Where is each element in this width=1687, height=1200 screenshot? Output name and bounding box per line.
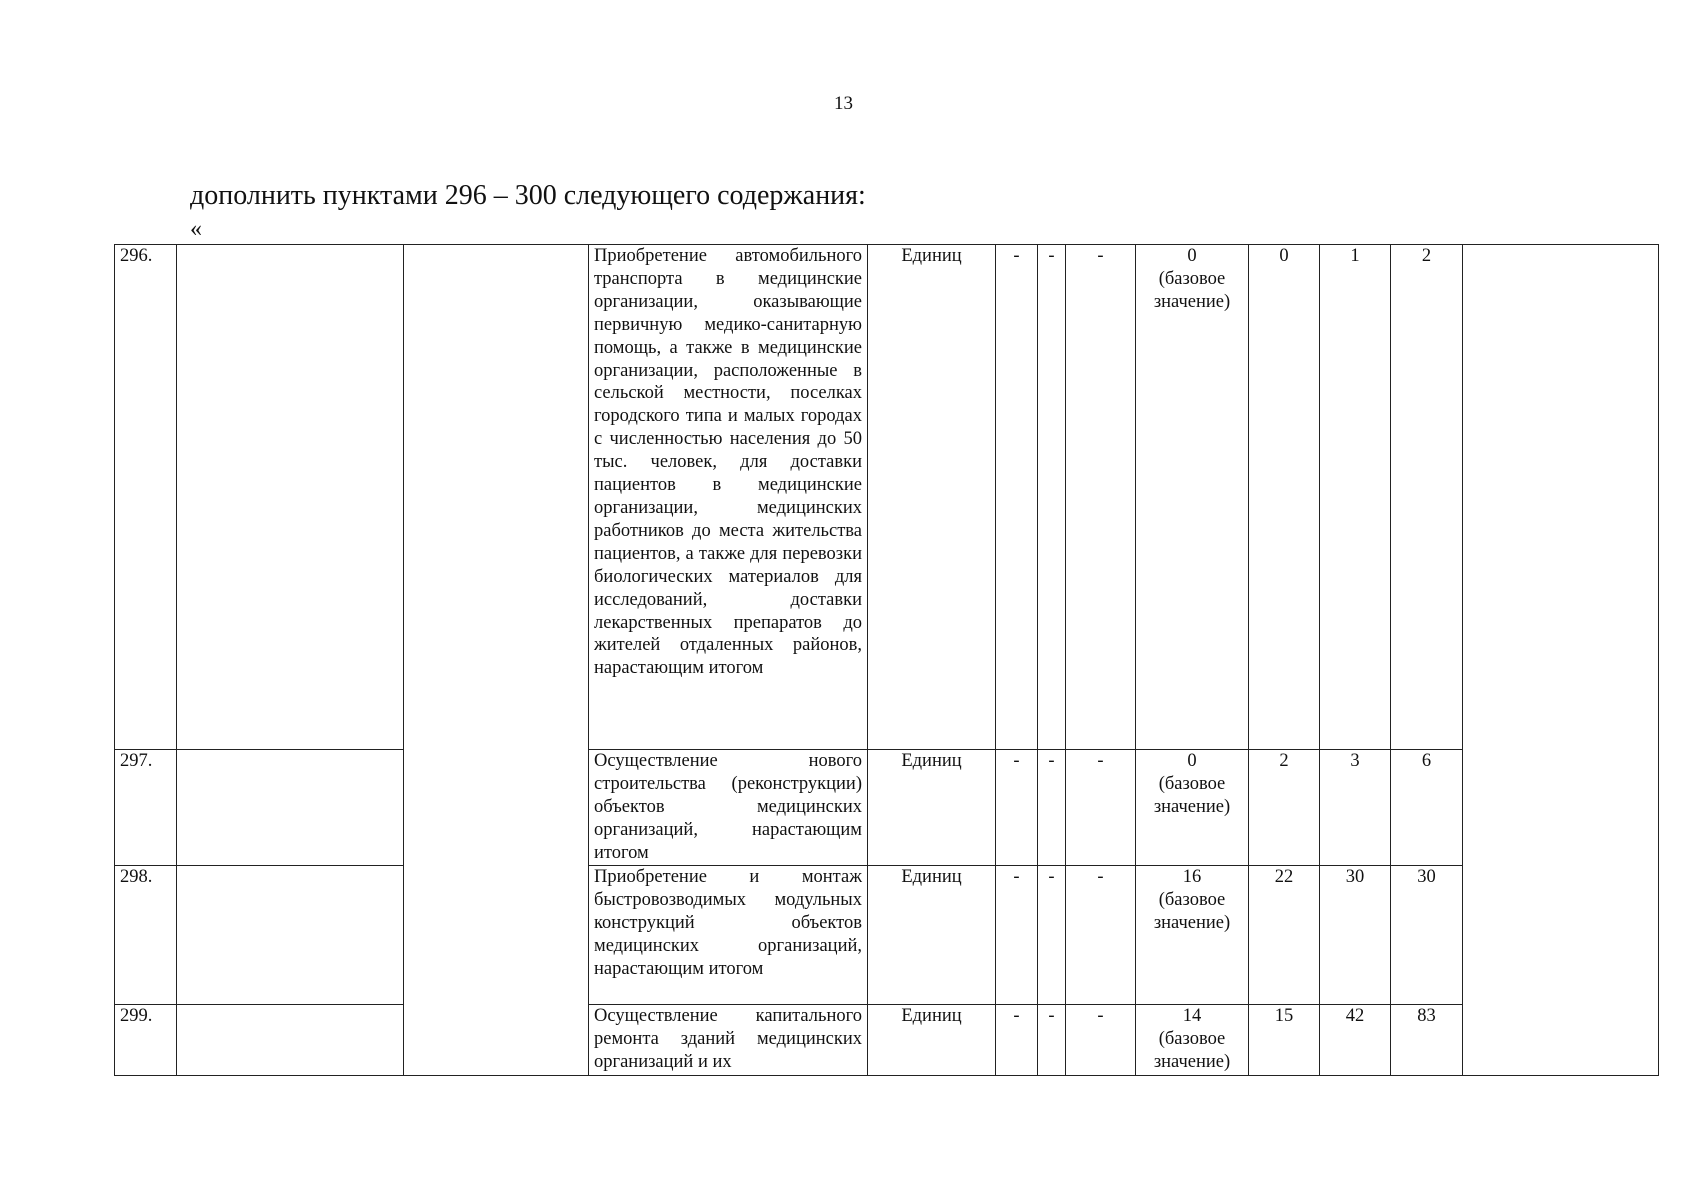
row-value: 1 — [1320, 245, 1391, 750]
row-unit: Единиц — [868, 1005, 996, 1076]
row-dash: - — [1066, 750, 1136, 866]
row-base-value — [1136, 1005, 1249, 1076]
base-value-label: (базовое — [1158, 773, 1226, 794]
base-value-number: 0 — [1187, 751, 1197, 771]
row-unit: Единиц — [868, 750, 996, 866]
indicators-table — [114, 244, 1659, 1076]
row-dash: - — [1066, 866, 1136, 1005]
row-value: 2 — [1249, 750, 1320, 866]
base-value-number: 16 — [1182, 867, 1202, 887]
row-number: 297. — [115, 750, 177, 866]
row-dash: - — [1038, 866, 1066, 1005]
base-value-label: (базовое — [1158, 268, 1226, 289]
row-number: 296. — [115, 245, 177, 750]
table-row — [115, 750, 1659, 866]
merged-empty-cell — [1463, 245, 1659, 1076]
row-dash: - — [1038, 245, 1066, 750]
row-base-value — [1136, 750, 1249, 866]
row-description: Осуществление капитального ремонта зданий медицинских организаций и их — [589, 1005, 868, 1076]
row-value: 30 — [1391, 866, 1463, 1005]
row-unit: Единиц — [868, 245, 996, 750]
row-value: 30 — [1320, 866, 1391, 1005]
row-number: 298. — [115, 866, 177, 1005]
table-row — [115, 1005, 1659, 1076]
table-row — [115, 245, 1659, 750]
row-value: 3 — [1320, 750, 1391, 866]
row-dash: - — [1066, 1005, 1136, 1076]
base-value-number: 0 — [1187, 246, 1197, 266]
row-dash: - — [1038, 1005, 1066, 1076]
base-value-label: значение) — [1153, 912, 1231, 933]
base-value-label: (базовое — [1158, 889, 1226, 910]
row-value: 83 — [1391, 1005, 1463, 1076]
row-dash: - — [1038, 750, 1066, 866]
base-value-label: значение) — [1153, 1051, 1231, 1072]
row-dash: - — [996, 1005, 1038, 1076]
row-value: 0 — [1249, 245, 1320, 750]
row-value: 42 — [1320, 1005, 1391, 1076]
base-value-label: значение) — [1153, 796, 1231, 817]
row-value: 15 — [1249, 1005, 1320, 1076]
base-value-label: значение) — [1153, 291, 1231, 312]
page-number: 13 — [834, 93, 853, 114]
row-base-value — [1136, 245, 1249, 750]
row-description: Приобретение и монтаж быстровозводимых модульных конструкций объектов медицинских организаций, нарастающим итогом — [589, 866, 868, 1005]
intro-text: дополнить пунктами 296 – 300 следующего содержания: — [190, 180, 866, 211]
row-dash: - — [996, 866, 1038, 1005]
row-number: 299. — [115, 1005, 177, 1076]
row-description: Приобретение автомобильного транспорта в медицинские организации, оказывающие первичную медико-санитарную помощь, а также в медицинские организации, расположенные в сельской местности, поселках городского типа и малых городах с численностью населения до 50 тыс. человек, для доставки пациентов в медицинские организации, медицинских работников до места жительства пациентов, а также для перевозки биологических материалов для исследований, доставки лекарственных препаратов до жителей отдаленных районов, нарастающим итогом — [589, 245, 868, 750]
merged-empty-cell — [404, 245, 589, 1076]
empty-cell — [177, 245, 404, 750]
row-dash: - — [1066, 245, 1136, 750]
row-value: 6 — [1391, 750, 1463, 866]
row-description: Осуществление нового строительства (реконструкции) объектов медицинских организаций, нарастающим итогом — [589, 750, 868, 866]
empty-cell — [177, 866, 404, 1005]
table-row — [115, 866, 1659, 1005]
opening-quote-mark: « — [190, 216, 202, 242]
row-unit: Единиц — [868, 866, 996, 1005]
empty-cell — [177, 1005, 404, 1076]
base-value-label: (базовое — [1158, 1028, 1226, 1049]
empty-cell — [177, 750, 404, 866]
row-value: 2 — [1391, 245, 1463, 750]
row-value: 22 — [1249, 866, 1320, 1005]
row-dash: - — [996, 750, 1038, 866]
row-dash: - — [996, 245, 1038, 750]
row-base-value — [1136, 866, 1249, 1005]
base-value-number: 14 — [1182, 1006, 1202, 1026]
